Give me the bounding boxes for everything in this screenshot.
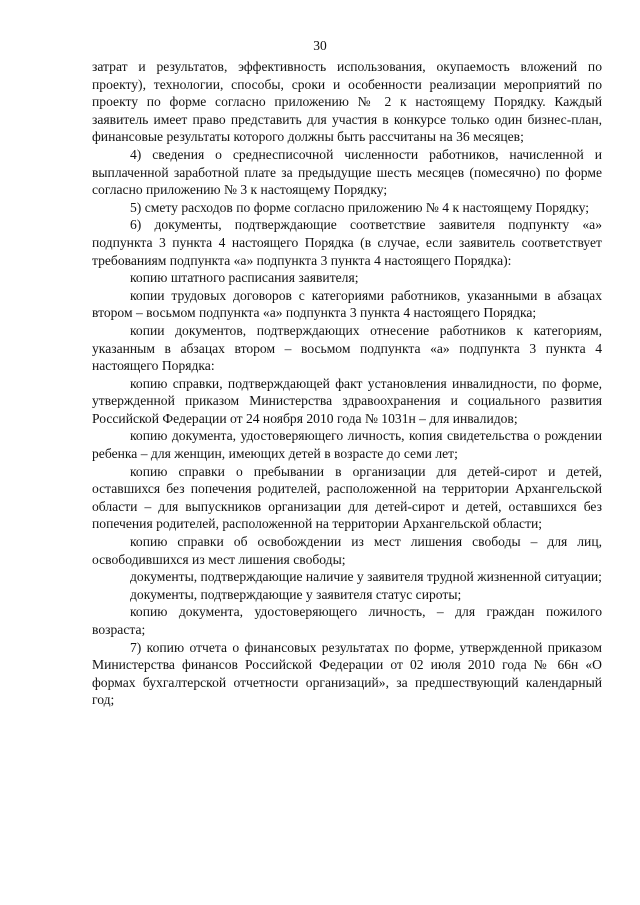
paragraph-item-6-documents: 6) документы, подтверждающие соответствие заявителя подпункту «а» подпункта 3 пункта 4 настоящего Порядка (в случае, если заявитель соответствует требованиям подпункта «а» подпункта 3 пункта 4 настоящего Порядка):: [92, 217, 602, 268]
paragraph-employment-contracts: копии трудовых договоров с категориями работников, указанными в абзацах втором – восьмом подпункта «а» подпункта 3 пункта 4 настоящего Порядка;: [92, 287, 602, 321]
paragraph-orphan-institution-certificate: копию справки о пребывании в организации для детей-сирот и детей, оставшихся без попечения родителей, расположенной на территории Архангельской области – для выпускников организации для детей-сирот и детей, оставшихся без попечения родителей, расположенной на территории Архангельской области;: [92, 463, 602, 532]
paragraph-orphan-status: документы, подтверждающие у заявителя статус сироты;: [130, 586, 462, 602]
paragraph-identity-document: копию документа, удостоверяющего личность, копия свидетельства о рождении ребенка – для женщин, имеющих детей в возрасте до семи лет;: [92, 428, 602, 462]
paragraph-item-5-expense-estimate: 5) смету расходов по форме согласно приложению № 4 к настоящему Порядку;: [130, 199, 590, 215]
paragraph-disability-certificate: копию справки, подтверждающей факт установления инвалидности, по форме, утвержденной приказом Министерства здравоохранения и социального развития Российской Федерации от 24 ноября 2010 года № 1031н – для инвалидов;: [92, 375, 602, 426]
paragraph-difficult-situation: документы, подтверждающие наличие у заявителя трудной жизненной ситуации;: [130, 569, 602, 585]
paragraph-elderly-identity: копию документа, удостоверяющего личность, – для граждан пожилого возраста;: [92, 604, 602, 637]
paragraph-category-documents: копии документов, подтверждающих отнесение работников к категориям, указанным в абзацах втором – восьмом подпункта «а» подпункта 3 пункта 4 настоящего Порядка:: [92, 322, 602, 374]
paragraph-item-4-headcount: 4) сведения о среднесписочной численности работников, начисленной и выплаченной заработной плате за предыдущие шесть месяцев (помесячно) по форме согласно приложению № 3 к настоящему Порядку;: [92, 146, 602, 198]
paragraph-staffing-schedule: копию штатного расписания заявителя;: [130, 270, 359, 286]
page-number: 30: [313, 38, 327, 53]
paragraph-business-plan-continuation: затрат и результатов, эффективность использования, окупаемость вложений по проекту), технологии, способы, сроки и особенности реализации мероприятий по проекту по форме согласно приложению № 2 к настоящему Порядку. Каждый заявитель имеет право представить для участия в конкурсе только один бизнес-план, финансовые результаты которого должны быть рассчитаны на 36 месяцев;: [92, 59, 602, 145]
document-body: [92, 58, 602, 709]
paragraph-item-7-financial-report: 7) копию отчета о финансовых результатах по форме, утвержденной приказом Министерства финансов Российской Федерации от 02 июля 2010 года № 66н «О формах бухгалтерской отчетности организаций», за предшествующий календарный год;: [92, 639, 602, 708]
paragraph-release-certificate: копию справки об освобождении из мест лишения свободы – для лиц, освободившихся из мест лишения свободы;: [92, 534, 602, 567]
